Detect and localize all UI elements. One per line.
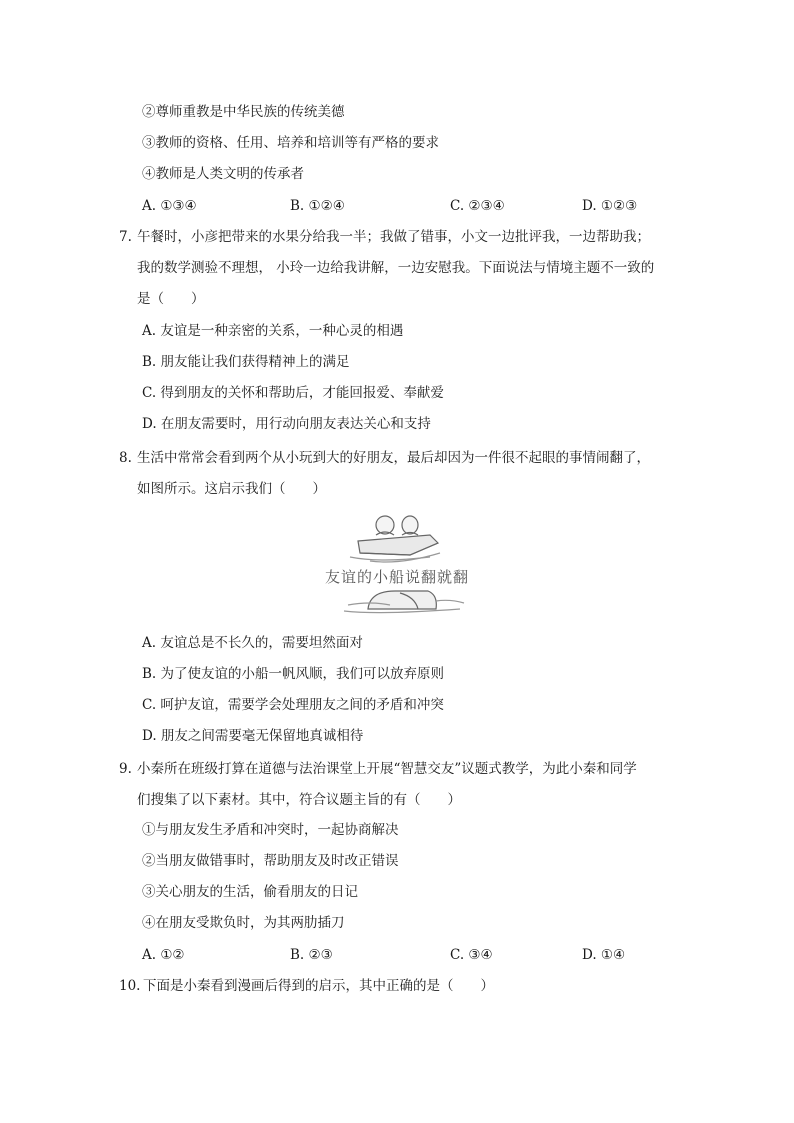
capsized-boat-icon [344,591,464,613]
q8-option-a: A. 友谊总是不长久的，需要坦然面对 [142,635,363,651]
friendship-boat-cartoon [340,505,470,617]
q8-option-d: D. 朋友之间需要毫无保留地真诚相待 [142,728,364,744]
q9-stem-line-2: 们搜集了以下素材。其中，符合议题主旨的有（ ） [137,792,461,808]
q7-option-c: C. 得到朋友的关怀和帮助后，才能回报爱、奉献爱 [142,385,444,401]
q9-option-d: D. ①④ [582,947,626,963]
q9-number: 9. [119,761,132,777]
q7-option-b: B. 朋友能让我们获得精神上的满足 [142,354,350,370]
boat-icon [350,516,440,562]
q9-item-1: ①与朋友发生矛盾和冲突时，一起协商解决 [142,822,399,838]
q8-stem-line-2: 如图所示。这启示我们（ ） [137,481,326,497]
q8-number: 8. [119,450,132,466]
q9-item-4: ④在朋友受欺负时，为其两肋插刀 [142,915,345,931]
q8-stem-line-1: 生活中常常会看到两个从小玩到大的好朋友，最后却因为一件很不起眼的事情闹翻了， [137,450,650,466]
q9-option-c: C. ③④ [450,947,493,963]
q8-option-b: B. 为了使友谊的小船一帆风顺，我们可以放弃原则 [142,666,445,682]
q10-stem: 下面是小秦看到漫画后得到的启示，其中正确的是（ ） [143,978,494,994]
q9-item-3: ③关心朋友的生活，偷看朋友的日记 [142,884,358,900]
q7-stem-line-2: 我的数学测验不理想， 小玲一边给我讲解，一边安慰我。下面说法与情境主题不一致的 [137,260,655,276]
cartoon-caption: 友谊的小船说翻就翻 [324,568,469,586]
q9-stem-line-1: 小秦所在班级打算在道德与法治课堂上开展“智慧交友”议题式教学，为此小秦和同学 [137,761,637,777]
q6-option-c: C. ②③④ [450,198,505,214]
q6-option-b: B. ①②④ [290,198,345,214]
q6-item-2: ②尊师重教是中华民族的传统美德 [142,104,345,120]
q6-option-a: A. ①③④ [142,198,197,214]
q7-stem-line-1: 午餐时，小彦把带来的水果分给我一半；我做了错事，小文一边批评我，一边帮助我； [137,229,650,245]
q9-item-2: ②当朋友做错事时，帮助朋友及时改正错误 [142,853,399,869]
q6-item-4: ④教师是人类文明的传承者 [142,166,304,182]
q7-option-a: A. 友谊是一种亲密的关系，一种心灵的相遇 [142,323,404,339]
q6-item-3: ③教师的资格、任用、培养和培训等有严格的要求 [142,135,439,151]
q8-option-c: C. 呵护友谊，需要学会处理朋友之间的矛盾和冲突 [142,697,444,713]
q9-option-b: B. ②③ [290,947,333,963]
q6-option-d: D. ①②③ [582,198,638,214]
q7-number: 7. [119,229,132,245]
q7-stem-line-3: 是（ ） [137,291,205,307]
q7-option-d: D. 在朋友需要时，用行动向朋友表达关心和支持 [142,416,431,432]
q9-option-a: A. ①② [142,947,185,963]
q10-number: 10. [119,978,141,994]
